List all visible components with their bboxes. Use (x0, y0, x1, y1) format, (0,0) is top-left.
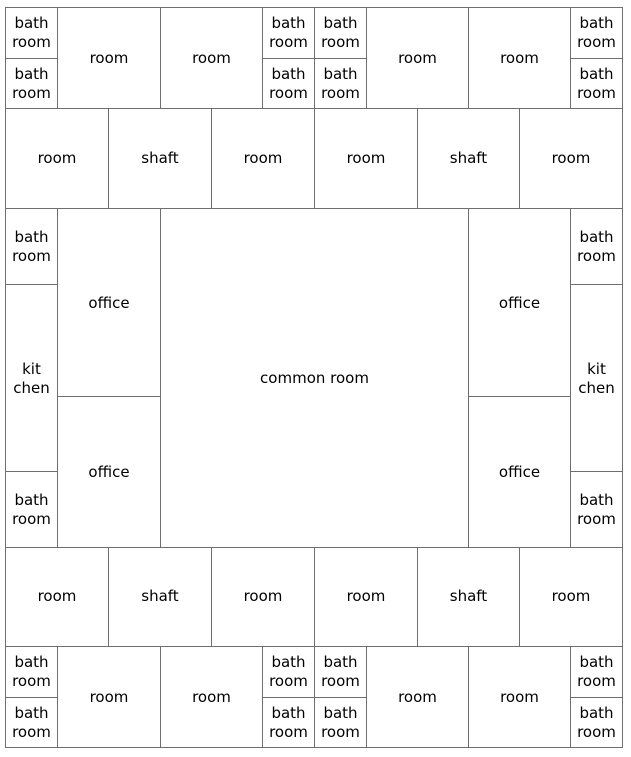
lower-room (211, 546, 315, 647)
room-label: room (551, 587, 591, 605)
room-label: room (89, 48, 129, 67)
bottom-bathroom (570, 646, 623, 698)
room-label: bath room (12, 490, 51, 528)
upper-room (5, 108, 109, 209)
room-label: bath room (12, 228, 51, 265)
room-label: bath room (269, 14, 308, 51)
room-label: room (346, 149, 386, 167)
room-label: room (37, 149, 77, 167)
bottom-bathroom (314, 697, 367, 748)
top-bathroom (262, 7, 315, 59)
right-office (468, 208, 571, 398)
bottom-room (468, 646, 571, 748)
bottom-room (160, 646, 263, 748)
room-label: room (398, 687, 437, 706)
top-room (468, 7, 571, 109)
room-label: room (398, 48, 437, 67)
room-label: bath room (321, 64, 360, 102)
room-label: bath room (577, 703, 616, 741)
right-kitchen (570, 284, 623, 473)
bottom-bathroom (262, 646, 315, 698)
right-bathroom (570, 208, 623, 286)
right-office (468, 396, 571, 548)
top-bathroom (570, 7, 623, 59)
left-kitchen (5, 284, 58, 473)
room-label: kit chen (13, 359, 50, 397)
left-bathroom (5, 471, 58, 548)
room-label: bath room (269, 703, 308, 741)
room-label: room (500, 687, 539, 706)
room-label: room (500, 48, 539, 67)
room-label: bath room (12, 64, 51, 102)
lower-room (314, 546, 418, 647)
bottom-room (366, 646, 469, 748)
top-room (160, 7, 263, 109)
common-room (160, 208, 469, 548)
room-label: bath room (321, 14, 360, 51)
upper-room (211, 108, 315, 209)
bottom-bathroom (570, 697, 623, 748)
room-label: bath room (577, 64, 616, 102)
right-bathroom (570, 471, 623, 548)
lower-room (5, 546, 109, 647)
room-label: bath room (269, 64, 308, 102)
room-label: bath room (577, 653, 616, 690)
room-label: office (88, 462, 130, 481)
lower-shaft (417, 546, 520, 647)
room-label: bath room (577, 228, 616, 265)
room-label: room (192, 48, 231, 67)
upper-room (519, 108, 623, 209)
room-label: bath room (321, 703, 360, 741)
lower-room (519, 546, 623, 647)
bottom-bathroom (262, 697, 315, 748)
top-bathroom (314, 58, 367, 109)
room-label: bath room (12, 653, 51, 690)
bottom-bathroom (5, 646, 58, 698)
upper-shaft (417, 108, 520, 209)
top-room (57, 7, 161, 109)
room-label: bath room (269, 653, 308, 690)
bottom-room (57, 646, 161, 748)
upper-shaft (108, 108, 212, 209)
room-label: shaft (141, 587, 179, 605)
room-label: room (243, 587, 283, 605)
room-label: shaft (449, 587, 488, 605)
room-label: shaft (141, 149, 179, 167)
top-bathroom (314, 7, 367, 59)
room-label: room (346, 587, 386, 605)
room-label: bath room (321, 653, 360, 690)
bottom-bathroom (314, 646, 367, 698)
top-bathroom (262, 58, 315, 109)
bottom-bathroom (5, 697, 58, 748)
room-label: room (89, 687, 129, 706)
lower-shaft (108, 546, 212, 647)
room-label: office (88, 293, 130, 312)
left-office (57, 208, 161, 398)
room-label: room (192, 687, 231, 706)
room-label: kit chen (578, 359, 615, 397)
room-label: office (498, 293, 541, 312)
top-bathroom (570, 58, 623, 109)
room-label: room (37, 587, 77, 605)
top-bathroom (5, 7, 58, 59)
top-bathroom (5, 58, 58, 109)
room-label: bath room (12, 14, 51, 51)
room-label: bath room (577, 14, 616, 51)
room-label: room (551, 149, 591, 167)
top-room (366, 7, 469, 109)
room-label: common room (260, 368, 369, 387)
room-label: room (243, 149, 283, 167)
left-bathroom (5, 208, 58, 286)
left-office (57, 396, 161, 548)
room-label: shaft (449, 149, 488, 167)
room-label: bath room (577, 490, 616, 528)
upper-room (314, 108, 418, 209)
room-label: bath room (12, 703, 51, 741)
room-label: office (498, 462, 541, 481)
